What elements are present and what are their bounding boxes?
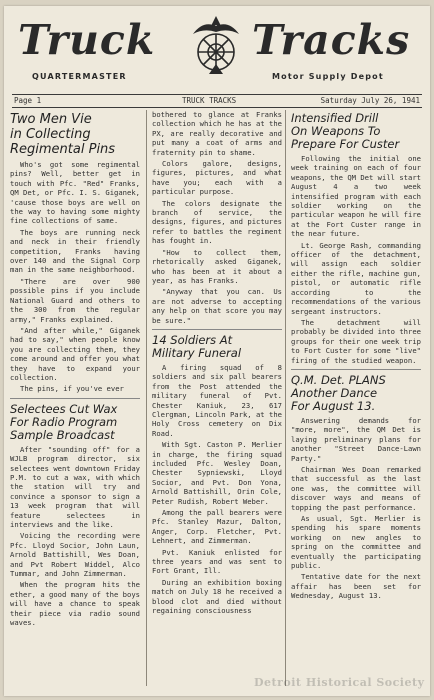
column-2 [152,110,282,618]
article-paragraph: "How to collect them, rhetorically asked Giganek, who has been at it about a year, as has Franks. [152,247,282,285]
masthead-title-left: Truck [18,16,156,64]
headline-line: Intensified Drill [291,111,379,125]
article-paragraph: Pvt. Kaniuk enlisted for three years and was sent to Fort Grant, Ill. [152,547,282,576]
article-paragraph: Chairman Wes Doan remarked that successful as the last one was, the committee will discover ways and means of topping the past performance. [291,464,421,512]
article-paragraph: The detachment will probably be divided into three groups for their one week trip to Fort Custer for some "live" firing of the studied weapon. [291,317,421,365]
article-paragraph: Who's got some regimental pins? Well, better get in touch with Pfc. "Red" Franks, QM Det, or Pfc. I. S. Giganek, 'cause those boys are well on the way to having some mighty fine collections of same. [10,160,140,226]
article-paragraph: "Anyway that you can. Us are not adverse to accepting any help on that score you may be sure." [152,287,282,325]
article-paragraph: The colors designate the branch of service, the designs, figures, and pictures refer to battles the regiment has fought in. [152,198,282,246]
article-paragraph: Lt. George Rash, commanding officer of the detachment, will assign each soldier either the rifle, machine gun, pistol, or automatic rifle according to the recommendations of the various sergeant instructors. [291,240,421,316]
headline-line: On Weapons To [291,124,381,138]
article-paragraph: Answering demands for "more, more", the QM Det is laying preliminary plans for another "Street Dance-Lawn Party." [291,415,421,463]
article-paragraph: After "sounding off" for a WJLB program director, six selectees went downtown Friday P.M. to cut a wax, with which the station will try and convince a sponsor to sign a 13 week program that will feature selectees in interviews and the like. [10,444,140,529]
headline-intensified-drill [291,112,421,151]
headline-line: Selectees Cut Wax [10,401,118,416]
article-paragraph: bothered to glance at Franks collection which he has at the PX, are really decorative and put many a coat of arms and fraternity pin to shame. [152,110,282,157]
headline-line: Sample Broadcast [10,427,115,442]
headline-line: Q.M. Det. PLANS [291,372,386,387]
folio-page: Page 1 [14,96,42,105]
article-paragraph: During an exhibition boxing match on July 18 he received a blood clot and died without regaining consciousness [152,577,282,616]
column-rule [146,110,147,686]
folio-title: TRUCK TRACKS [182,96,237,105]
headline-dance-plans [291,374,421,413]
article-paragraph: "There are over 900 possible pins if you include National Guard and others to the 300 from the regular army," Franks explained. [10,276,140,324]
newspaper-page [4,6,430,696]
watermark: Detroit Historical Society [254,676,425,689]
headline-line: Prepare For Custer [291,137,400,151]
quartermaster-emblem-icon [181,14,251,80]
headline-military-funeral [152,334,282,360]
column-rule [285,110,286,686]
article-paragraph: Tentative date for the next affair has been set for Wednesday, August 13. [291,572,421,601]
article-paragraph: When the program hits the ether, a good many of the boys will have a chance to speak their piece via radio sound waves. [10,580,140,628]
headline-line: Two Men Vie [10,112,92,127]
article-paragraph: A firing squad of 8 soldiers and six pall bearers from the Post attended the military funeral of Pvt. Chester Kaniuk, 23, 617 Clergman, Lincoln Park, at the Holy Cross cemetery on Dix Road. [152,362,282,438]
folio-line [12,94,422,108]
headline-line: in Collecting [10,127,91,142]
article-paragraph: The boys are running neck and neck in their friendly competition, Franks having over 140 and the Signal Corp man in the same neighborhood. [10,227,140,275]
article-divider [291,369,421,370]
masthead [4,6,430,92]
article-divider [152,329,282,330]
masthead-subtitle-left: QUARTERMASTER [32,72,127,81]
headline-selectees-radio [10,403,140,442]
headline-line: Regimental Pins [10,142,116,157]
headline-line: Another Dance [291,385,378,400]
article-paragraph: With Sgt. Caston P. Merlier in charge, the firing squad included Pfc. Wesley Doan, Chester Sypniewski, Lloyd Socior, and Pvt. Don Yona, Arnold Battishill, Orin Cole, Peter Rudish, Robert Weber. [152,440,282,506]
headline-line: For Radio Program [10,414,118,429]
article-divider [10,398,140,399]
folio-date: Saturday July 26, 1941 [320,96,420,105]
article-paragraph: Colors galore, designs, figures, pictures, and what have you; each with a particular purpose. [152,159,282,197]
article-paragraph: As usual, Sgt. Merlier is spending his spare moments working on new angles to spring on the committee and eventually the participating public. [291,514,421,571]
headline-line: Military Funeral [152,345,242,360]
headline-line: 14 Soldiers At [152,332,233,347]
masthead-title-right: Tracks [252,16,411,64]
article-paragraph: The pins, if you've ever [20,384,124,394]
article-paragraph: Following the initial one week training on each of four weapons, the QM Det will start August 4 a two week intensified program with each soldier working on the particular weapon he will fire at the Fort Custer range in the near future. [291,154,421,239]
column-1 [10,110,140,629]
article-paragraph: Among the pall bearers were Pfc. Stanley Mazur, Dalton, Anger, Corp. Fletcher, Pvt. Lehnert, and Zimmerman. [152,508,282,546]
headline-regimental-pins [10,112,140,157]
column-3 [291,110,421,603]
article-paragraph: "And after while," Giganek had to say," when people know you are collecting them, they come around and offer you what they have to expand your collection. [10,325,140,382]
masthead-subtitle-right: Motor Supply Depot [272,72,384,81]
headline-line: For August 13. [291,398,376,413]
article-paragraph: Voicing the recording were Pfc. Lloyd Socior, John Laun, Arnold Battishill, Wes Doan, and Pvt Robert Widdel, Alco Tummar, and John Zimmerman. [10,531,140,579]
